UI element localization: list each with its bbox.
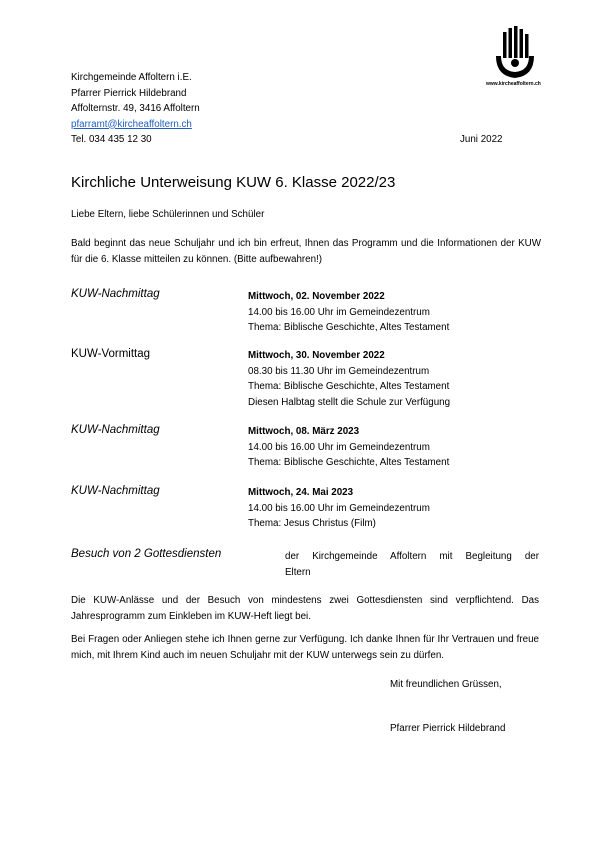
services-line: Eltern — [285, 566, 311, 578]
event-date: Mittwoch, 08. März 2023 — [248, 426, 360, 437]
signature: Pfarrer Pierrick Hildebrand — [390, 723, 506, 734]
event-date: Mittwoch, 30. November 2022 — [248, 350, 385, 361]
event-date: Mittwoch, 02. November 2022 — [248, 291, 385, 302]
event-details — [248, 289, 449, 336]
sender-block — [71, 70, 200, 148]
event-details — [248, 424, 449, 471]
questions-paragraph: Bei Fragen oder Anliegen stehe ich Ihnen gerne zur Verfügung. Ich danke Ihnen für Ihr Vertrauen und freue mich, mit Ihrem Kind auch im neuen Schuljahr mit der KUW unterwegs sein zu dürfen. — [71, 634, 539, 661]
event-label: KUW-Vormittag — [71, 348, 151, 360]
sender-address: Affolternstr. 49, 3416 Affoltern — [71, 103, 200, 114]
event-time: 14.00 bis 16.00 Uhr im Gemeindezentrum — [248, 441, 430, 453]
sender-email-link[interactable]: pfarramt@kircheaffoltern.ch — [71, 118, 192, 130]
event-details — [248, 485, 430, 532]
greeting: Liebe Eltern, liebe Schülerinnen und Schüler — [71, 209, 265, 220]
event-label: KUW-Nachmittag — [71, 424, 160, 436]
sender-name: Kirchgemeinde Affoltern i.E. — [71, 72, 192, 83]
obligation-paragraph: Die KUW-Anlässe und der Besuch von mindestens zwei Gottesdiensten sind verpflichtend. Das Jahresprogramm zum Einkleben im KUW-Heft liegt bei. — [71, 595, 539, 622]
event-time: 08.30 bis 11.30 Uhr im Gemeindezentrum — [248, 365, 430, 377]
intro-paragraph: Bald beginnt das neue Schuljahr und ich bin erfreut, Ihnen das Programm und die Informationen der KUW für die 6. Klasse mitteilen zu können. (Bitte aufbewahren!) — [71, 238, 541, 265]
page-title: Kirchliche Unterweisung KUW 6. Klasse 2022/23 — [71, 174, 396, 191]
event-label: KUW-Nachmittag — [71, 288, 160, 300]
sender-phone: Tel. 034 435 12 30 — [71, 134, 152, 145]
event-details — [248, 348, 450, 410]
logo-hand-icon — [490, 26, 540, 88]
event-time: 14.00 bis 16.00 Uhr im Gemeindezentrum — [248, 502, 430, 514]
letter-date: Juni 2022 — [460, 134, 503, 145]
event-theme: Thema: Biblische Geschichte, Altes Testament — [248, 322, 450, 333]
event-theme: Thema: Biblische Geschichte, Altes Testament — [248, 381, 450, 392]
services-line: der Kirchgemeinde Affoltern mit Begleitung der — [285, 551, 539, 562]
services-details — [285, 549, 539, 580]
event-theme: Thema: Biblische Geschichte, Altes Testament — [248, 457, 450, 468]
closing: Mit freundlichen Grüssen, — [390, 679, 502, 690]
event-label: KUW-Nachmittag — [71, 485, 160, 497]
event-theme: Thema: Jesus Christus (Film) — [248, 518, 376, 529]
event-note: Diesen Halbtag stellt die Schule zur Verfügung — [248, 396, 451, 408]
event-time: 14.00 bis 16.00 Uhr im Gemeindezentrum — [248, 306, 430, 318]
services-label: Besuch von 2 Gottesdiensten — [71, 548, 222, 560]
church-logo — [486, 26, 541, 88]
logo-url: www.kircheaffoltern.ch — [486, 81, 541, 87]
event-date: Mittwoch, 24. Mai 2023 — [248, 487, 354, 498]
sender-pastor: Pfarrer Pierrick Hildebrand — [71, 87, 187, 99]
